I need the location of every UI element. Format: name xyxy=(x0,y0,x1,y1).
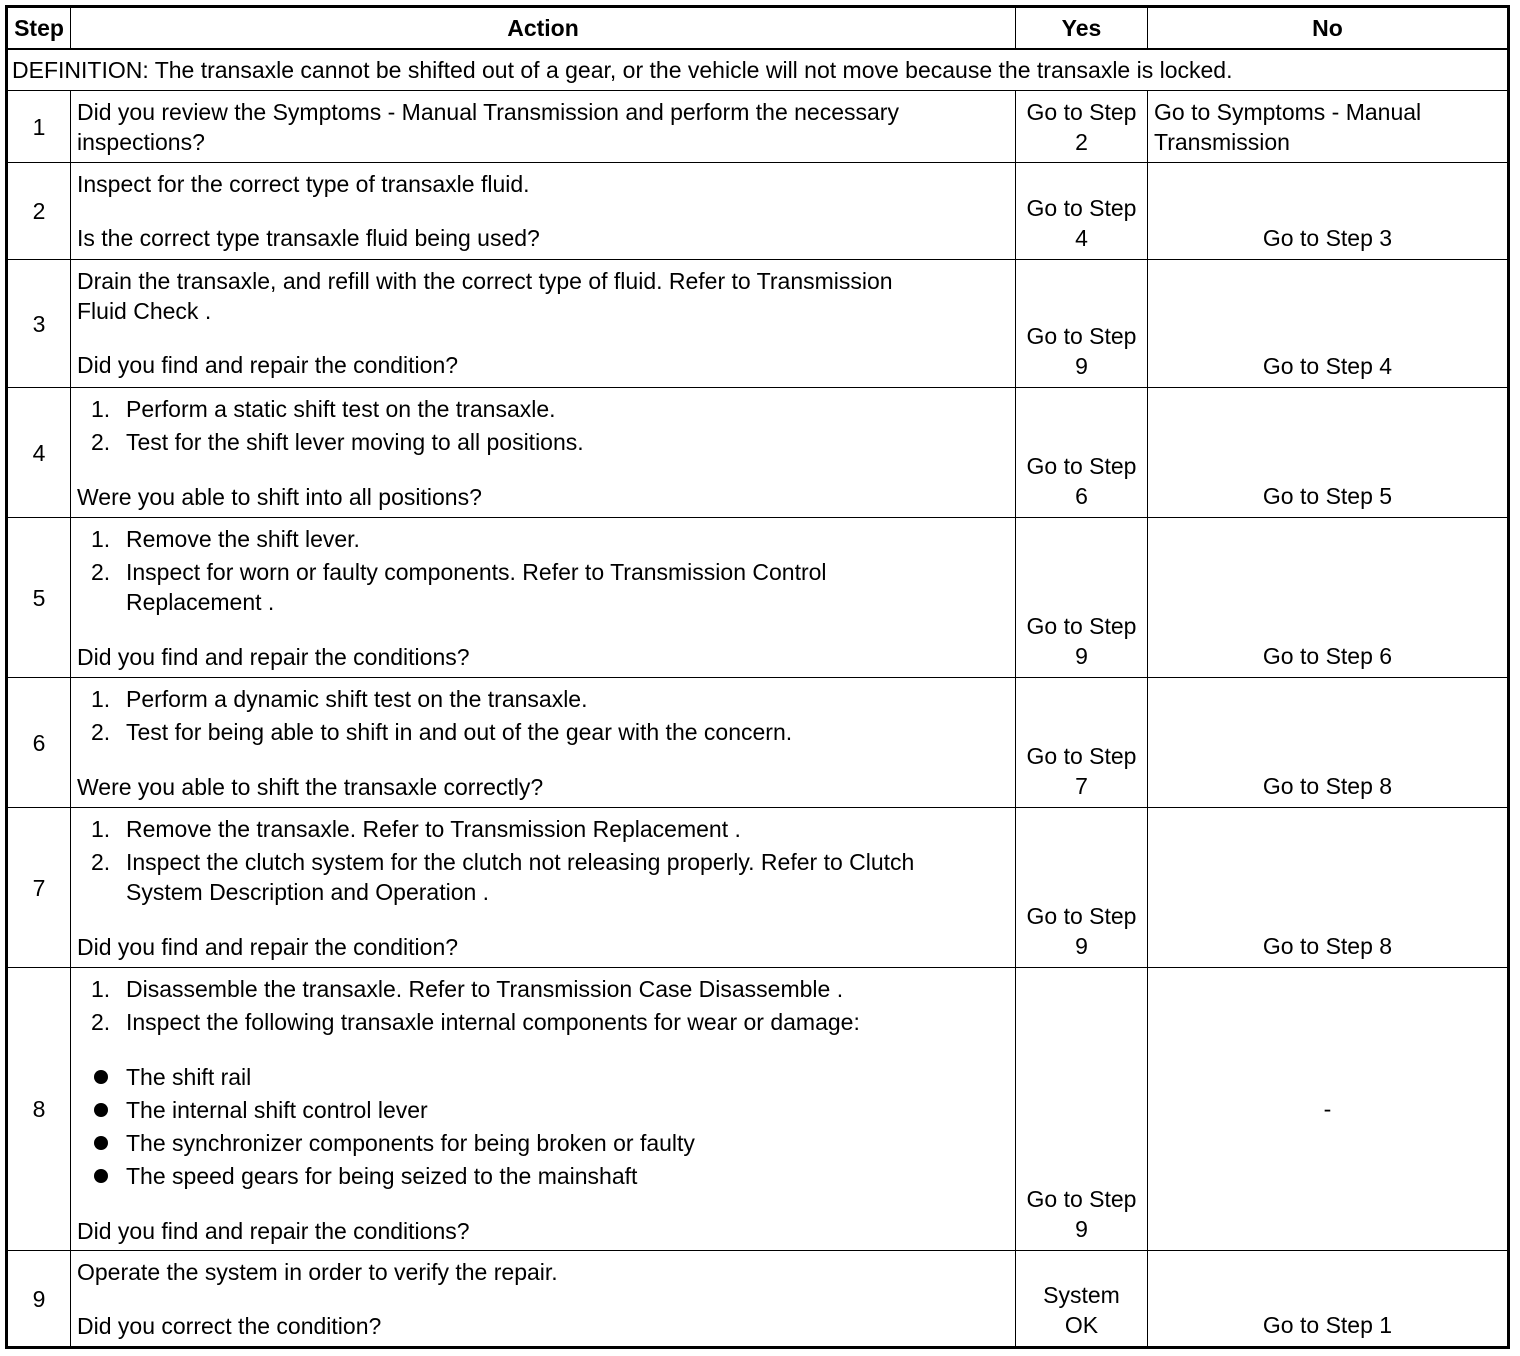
action-line: Did you review the Symptoms - Manual Transmission and perform the necessary xyxy=(77,98,899,125)
list-item xyxy=(77,1007,1009,1037)
yes-line: OK xyxy=(1064,1312,1099,1338)
item-number: 2. xyxy=(91,719,111,745)
step-number: 1 xyxy=(7,91,71,163)
list-item xyxy=(77,524,1009,554)
action-cell xyxy=(71,968,1016,1251)
no-cell xyxy=(1148,91,1509,163)
bullet-icon xyxy=(94,1136,108,1150)
list-item xyxy=(77,427,1009,457)
yes-cell xyxy=(1016,808,1148,968)
bullet-item xyxy=(77,1128,1009,1158)
step-number: 9 xyxy=(7,1251,71,1348)
item-number: 2. xyxy=(91,849,111,875)
step-number: 6 xyxy=(7,678,71,808)
no-cell: Go to Step 6 xyxy=(1148,518,1509,678)
bullet-item xyxy=(77,1161,1009,1191)
action-question: Did you find and repair the conditions? xyxy=(77,1218,470,1244)
yes-line: System xyxy=(1043,1282,1120,1308)
yes-line: Go to Step xyxy=(1026,453,1137,479)
bullet-text: The shift rail xyxy=(126,1064,252,1090)
diagnostic-table xyxy=(5,5,1510,1349)
step-number: 4 xyxy=(7,388,71,518)
numbered-list xyxy=(77,974,1009,1037)
list-item xyxy=(77,394,1009,424)
item-text: Inspect the clutch system for the clutch not releasing properly. Refer to Clutch xyxy=(126,849,915,875)
item-number: 2. xyxy=(91,1009,111,1035)
action-question: Did you correct the condition? xyxy=(77,1313,382,1339)
yes-line: 9 xyxy=(1075,353,1088,379)
item-number: 1. xyxy=(91,526,111,552)
bullet-icon xyxy=(94,1169,108,1183)
bullet-text: The internal shift control lever xyxy=(126,1097,428,1123)
numbered-list xyxy=(77,814,1009,907)
item-number: 1. xyxy=(91,976,111,1002)
yes-line: 6 xyxy=(1075,483,1088,509)
no-cell: - xyxy=(1148,968,1509,1251)
yes-line: 9 xyxy=(1075,933,1088,959)
bullet-icon xyxy=(94,1103,108,1117)
bullet-item xyxy=(77,1095,1009,1125)
yes-cell xyxy=(1016,260,1148,388)
step-number: 8 xyxy=(7,968,71,1251)
yes-cell xyxy=(1016,518,1148,678)
item-text: Test for the shift lever moving to all positions. xyxy=(126,429,584,455)
yes-cell xyxy=(1016,388,1148,518)
yes-cell xyxy=(1016,968,1148,1251)
item-text: Perform a dynamic shift test on the transaxle. xyxy=(126,686,588,712)
action-cell xyxy=(71,518,1016,678)
action-question: Did you find and repair the condition? xyxy=(77,934,459,960)
yes-cell xyxy=(1016,91,1148,163)
list-item xyxy=(77,557,1009,617)
no-cell: Go to Step 4 xyxy=(1148,260,1509,388)
list-item xyxy=(77,684,1009,714)
item-text: Test for being able to shift in and out of the gear with the concern. xyxy=(126,719,793,745)
table-row xyxy=(7,91,1509,163)
action-instruction: Operate the system in order to verify the repair. xyxy=(77,1259,558,1285)
no-cell: Go to Step 1 xyxy=(1148,1251,1509,1348)
item-text: Disassemble the transaxle. Refer to Transmission Case Disassemble . xyxy=(126,976,844,1002)
action-question: Did you find and repair the conditions? xyxy=(77,644,470,670)
action-question: Did you find and repair the condition? xyxy=(77,352,459,378)
numbered-list xyxy=(77,394,1009,457)
list-item xyxy=(77,717,1009,747)
item-number: 2. xyxy=(91,559,111,585)
step-number: 5 xyxy=(7,518,71,678)
header-row xyxy=(7,7,1509,50)
no-cell: Go to Step 3 xyxy=(1148,163,1509,260)
diagnostic-table-sheet xyxy=(5,5,1510,1349)
no-cell: Go to Step 8 xyxy=(1148,808,1509,968)
item-number: 2. xyxy=(91,429,111,455)
yes-line: 7 xyxy=(1075,773,1088,799)
action-instruction: Inspect for the correct type of transaxle fluid. xyxy=(77,171,530,197)
yes-line: Go to Step xyxy=(1026,903,1137,929)
item-number: 1. xyxy=(91,686,111,712)
definition-text: DEFINITION: The transaxle cannot be shifted out of a gear, or the vehicle will not move because the transaxle is locked. xyxy=(7,49,1509,91)
action-cell xyxy=(71,388,1016,518)
table-row xyxy=(7,260,1509,388)
header-yes: Yes xyxy=(1016,7,1148,50)
no-cell: Go to Step 5 xyxy=(1148,388,1509,518)
item-text: Perform a static shift test on the transaxle. xyxy=(126,396,556,422)
action-cell xyxy=(71,678,1016,808)
action-question: Were you able to shift into all positions? xyxy=(77,484,482,510)
header-action: Action xyxy=(71,7,1016,50)
numbered-list xyxy=(77,684,1009,747)
yes-line: Go to Step xyxy=(1026,98,1137,125)
no-line: Go to Symptoms - Manual xyxy=(1154,98,1422,125)
action-cell xyxy=(71,1251,1016,1348)
yes-line: Go to Step xyxy=(1026,1186,1137,1212)
item-text: Replacement . xyxy=(126,589,275,615)
table-row xyxy=(7,678,1509,808)
table-row xyxy=(7,518,1509,678)
yes-line: Go to Step xyxy=(1026,613,1137,639)
item-text: Remove the transaxle. Refer to Transmission Replacement . xyxy=(126,816,741,842)
yes-line: Go to Step xyxy=(1026,743,1137,769)
item-number: 1. xyxy=(91,396,111,422)
bullet-text: The synchronizer components for being broken or faulty xyxy=(126,1130,695,1156)
no-line: Transmission xyxy=(1154,128,1290,155)
table-row xyxy=(7,1251,1509,1348)
list-item xyxy=(77,974,1009,1004)
header-no: No xyxy=(1148,7,1509,50)
bullet-item xyxy=(77,1062,1009,1092)
item-text: Inspect for worn or faulty components. Refer to Transmission Control xyxy=(126,559,827,585)
table-row xyxy=(7,968,1509,1251)
action-cell xyxy=(71,91,1016,163)
yes-cell xyxy=(1016,678,1148,808)
action-instruction: Drain the transaxle, and refill with the correct type of fluid. Refer to Transmission xyxy=(77,268,893,294)
bullet-text: The speed gears for being seized to the mainshaft xyxy=(126,1163,638,1189)
step-number: 2 xyxy=(7,163,71,260)
action-cell xyxy=(71,163,1016,260)
action-question: Is the correct type transaxle fluid being used? xyxy=(77,225,540,251)
action-cell xyxy=(71,260,1016,388)
yes-line: 2 xyxy=(1075,128,1088,155)
item-text: System Description and Operation . xyxy=(126,879,490,905)
bullet-icon xyxy=(94,1070,108,1084)
table-row xyxy=(7,388,1509,518)
step-number: 3 xyxy=(7,260,71,388)
bullet-list xyxy=(77,1062,1009,1191)
yes-line: Go to Step xyxy=(1026,195,1137,221)
list-item xyxy=(77,847,1009,907)
yes-cell xyxy=(1016,163,1148,260)
action-question: Were you able to shift the transaxle correctly? xyxy=(77,774,544,800)
table-row xyxy=(7,808,1509,968)
item-text: Inspect the following transaxle internal components for wear or damage: xyxy=(126,1009,860,1035)
yes-line: 4 xyxy=(1075,225,1088,251)
yes-cell xyxy=(1016,1251,1148,1348)
yes-line: 9 xyxy=(1075,643,1088,669)
action-cell xyxy=(71,808,1016,968)
no-cell: Go to Step 8 xyxy=(1148,678,1509,808)
yes-line: Go to Step xyxy=(1026,323,1137,349)
numbered-list xyxy=(77,524,1009,617)
item-number: 1. xyxy=(91,816,111,842)
definition-row xyxy=(7,49,1509,91)
list-item xyxy=(77,814,1009,844)
action-line: inspections? xyxy=(77,128,205,155)
table-row xyxy=(7,163,1509,260)
yes-line: 9 xyxy=(1075,1216,1088,1242)
step-number: 7 xyxy=(7,808,71,968)
header-step: Step xyxy=(7,7,71,50)
item-text: Remove the shift lever. xyxy=(126,526,360,552)
action-instruction: Fluid Check . xyxy=(77,298,212,324)
